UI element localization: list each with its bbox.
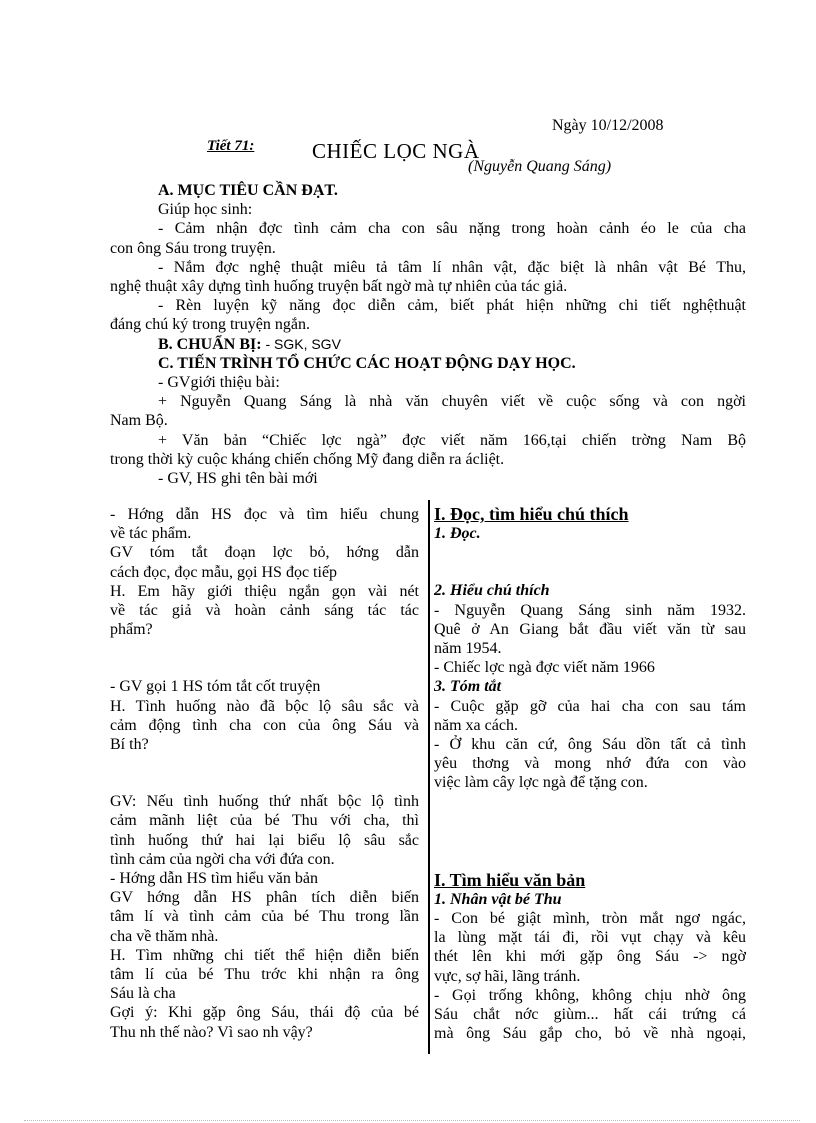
left-p3-l3: phẩm?	[110, 621, 153, 639]
left-p6-l4: tình cảm của ngời cha với đứa con.	[110, 850, 335, 868]
left-p9-l2: tâm lí của bé Thu trớc khi nhận ra ông	[110, 966, 419, 984]
intro-c3-line-1: + Văn bản “Chiếc lợc ngà” đợc viết năm 166,tại chiến trờng Nam Bộ	[158, 431, 746, 449]
left-p8-l2: tâm lí và tình cảm của bé Thu trong lần	[110, 908, 419, 926]
left-p9-l3: Sáu là cha	[110, 985, 176, 1003]
heading-text-study: I. Tìm hiểu văn bản	[434, 870, 586, 890]
left-p2-l2: cách đọc, đọc mẫu, gọi HS đọc tiếp	[110, 563, 338, 581]
left-p6-l3: tình huống thứ hai lại biểu lộ sâu sắc	[110, 831, 419, 849]
heading-character-thu: 1. Nhân vật bé Thu	[434, 890, 562, 908]
objective-3-line-1: - Rèn luyện kỹ năng đọc diễn cảm, biết phát hiện những chi tiết nghệthuật	[158, 297, 746, 315]
right-r2: - Chiếc lợc ngà đợc viết năm 1966	[434, 659, 655, 677]
intro-section	[110, 181, 746, 488]
lesson-title: CHIẾC LỌC NGÀ	[312, 139, 480, 163]
right-r4-l2: yêu thơng và mong nhớ đứa con vào	[434, 755, 746, 773]
teacher-activities-column	[110, 505, 419, 1042]
objective-3-line-2: đáng chú ký trong truyện ngắn.	[110, 316, 310, 334]
intro-c1: - GVgiới thiệu bài:	[158, 374, 280, 392]
objective-1-line-1: - Cảm nhận đợc tình cảm cha con sâu nặng trong hoàn cảnh éo le của cha	[158, 220, 746, 238]
heading-summary: 3. Tóm tắt	[434, 678, 502, 696]
left-p6-l2: cảm mãnh liệt của bé Thu với cha, thì	[110, 812, 419, 830]
right-r1-l1: - Nguyễn Quang Sáng sinh năm 1932.	[434, 601, 746, 619]
left-p5-l3: Bí th?	[110, 736, 149, 754]
heading-read: 1. Đọc.	[434, 525, 481, 543]
right-r6-l1: - Gọi trống không, không chịu nhờ ông	[434, 986, 746, 1004]
right-r3-l1: - Cuộc gặp gỡ của hai cha con sau tám	[434, 697, 746, 715]
left-p3-l1: H. Em hãy giới thiệu ngắn gọn vài nét	[110, 582, 419, 600]
left-p4: - GV gọi 1 HS tóm tắt cốt truyện	[110, 678, 321, 696]
right-r1-l2: Quê ở An Giang bắt đầu viết văn từ sau	[434, 620, 746, 638]
intro-c3-line-2: trong thời kỳ cuộc kháng chiến chống Mỹ đang diễn ra ácliệt.	[110, 450, 505, 468]
right-r6-l3: mà ông Sáu gắp cho, bỏ về nhà ngoại,	[434, 1025, 746, 1043]
content-column	[434, 505, 746, 1043]
left-p7: - Hớng dẫn HS tìm hiểu văn bản	[110, 870, 318, 888]
heading-annotations: 2. Hiểu chú thích	[434, 582, 550, 600]
lesson-number: Tiết 71:	[207, 138, 255, 154]
objective-1-line-2: con ông Sáu trong truyện.	[110, 239, 276, 257]
left-p9-l1: H. Tìm những chi tiết thể hiện diễn biến	[110, 946, 419, 964]
right-r4-l3: việc làm cây lợc ngà để tặng con.	[434, 774, 648, 792]
section-a-heading: A. MỤC TIÊU CẦN ĐẠT.	[158, 182, 338, 199]
lesson-date: Ngày 10/12/2008	[552, 117, 664, 134]
intro-c2-line-1: + Nguyễn Quang Sáng là nhà văn chuyên viết về cuộc sống và con ngời	[158, 393, 746, 411]
left-p6-l1: GV: Nếu tình huống thứ nhất bộc lộ tình	[110, 793, 419, 811]
lesson-author: (Nguyễn Quang Sáng)	[468, 158, 612, 175]
objective-2-line-2: nghệ thuật xây dựng tình huống truyện bất ngờ mà tự nhiên của tác giả.	[110, 278, 568, 296]
section-b-line	[110, 335, 746, 354]
right-r4-l1: - Ở khu căn cứ, ông Sáu dồn tất cả tình	[434, 736, 746, 754]
right-r5-l3: thét lên khi mới gặp ông Sáu -> ngờ	[434, 948, 746, 966]
intro-c2-line-2: Nam Bộ.	[110, 412, 168, 430]
left-p2-l1: GV tóm tắt đoạn lợc bỏ, hớng dẫn	[110, 544, 419, 562]
section-c-heading: C. TIẾN TRÌNH TỔ CHỨC CÁC HOẠT ĐỘNG DẠY HỌC.	[158, 354, 576, 372]
left-p8-l3: cha về thăm nhà.	[110, 927, 219, 945]
right-r5-l4: vực, sợ hãi, lãng tránh.	[434, 967, 581, 985]
left-p5-l1: H. Tình huống nào đã bộc lộ sâu sắc và	[110, 697, 419, 715]
left-p1-l1: - Hớng dẫn HS đọc và tìm hiểu chung	[110, 506, 419, 523]
left-p10-l2: Thu nh thế nào? Vì sao nh vậy?	[110, 1023, 313, 1041]
left-p3-l2: về tác giả và hoàn cảnh sáng tác tác	[110, 602, 419, 620]
right-r6-l2: Sáu chắt nớc giùm... hất cái trứng cá	[434, 1006, 746, 1024]
section-b-value: - SGK, SGV	[261, 335, 341, 352]
objective-2-line-1: - Nắm đợc nghệ thuật miêu tả tâm lí nhân vật, đặc biệt là nhân vật Bé Thu,	[158, 258, 746, 276]
intro-c4: - GV, HS ghi tên bài mới	[158, 470, 318, 488]
left-p8-l1: GV hớng dẫn HS phân tích diễn biến	[110, 889, 419, 907]
right-r5-l1: - Con bé giật mình, tròn mắt ngơ ngác,	[434, 910, 746, 928]
column-divider	[428, 500, 430, 1054]
left-p1-l2: về tác phẩm.	[110, 525, 192, 543]
intro-help-line: Giúp học sinh:	[158, 201, 253, 219]
section-b-heading: B. CHUẨN BỊ:	[158, 335, 262, 353]
right-r1-l3: năm 1954.	[434, 640, 502, 658]
page-bottom-border	[24, 1120, 800, 1121]
right-r3-l2: năm xa cách.	[434, 716, 518, 734]
left-p5-l2: cảm động tình cha con của ông Sáu và	[110, 716, 419, 734]
left-p10-l1: Gợi ý: Khi gặp ông Sáu, thái độ của bé	[110, 1004, 419, 1022]
right-r5-l2: la lùng mặt tái đi, rồi vụt chạy và kêu	[434, 929, 746, 947]
heading-read-annotations: I. Đọc, tìm hiểu chú thích	[434, 505, 629, 524]
